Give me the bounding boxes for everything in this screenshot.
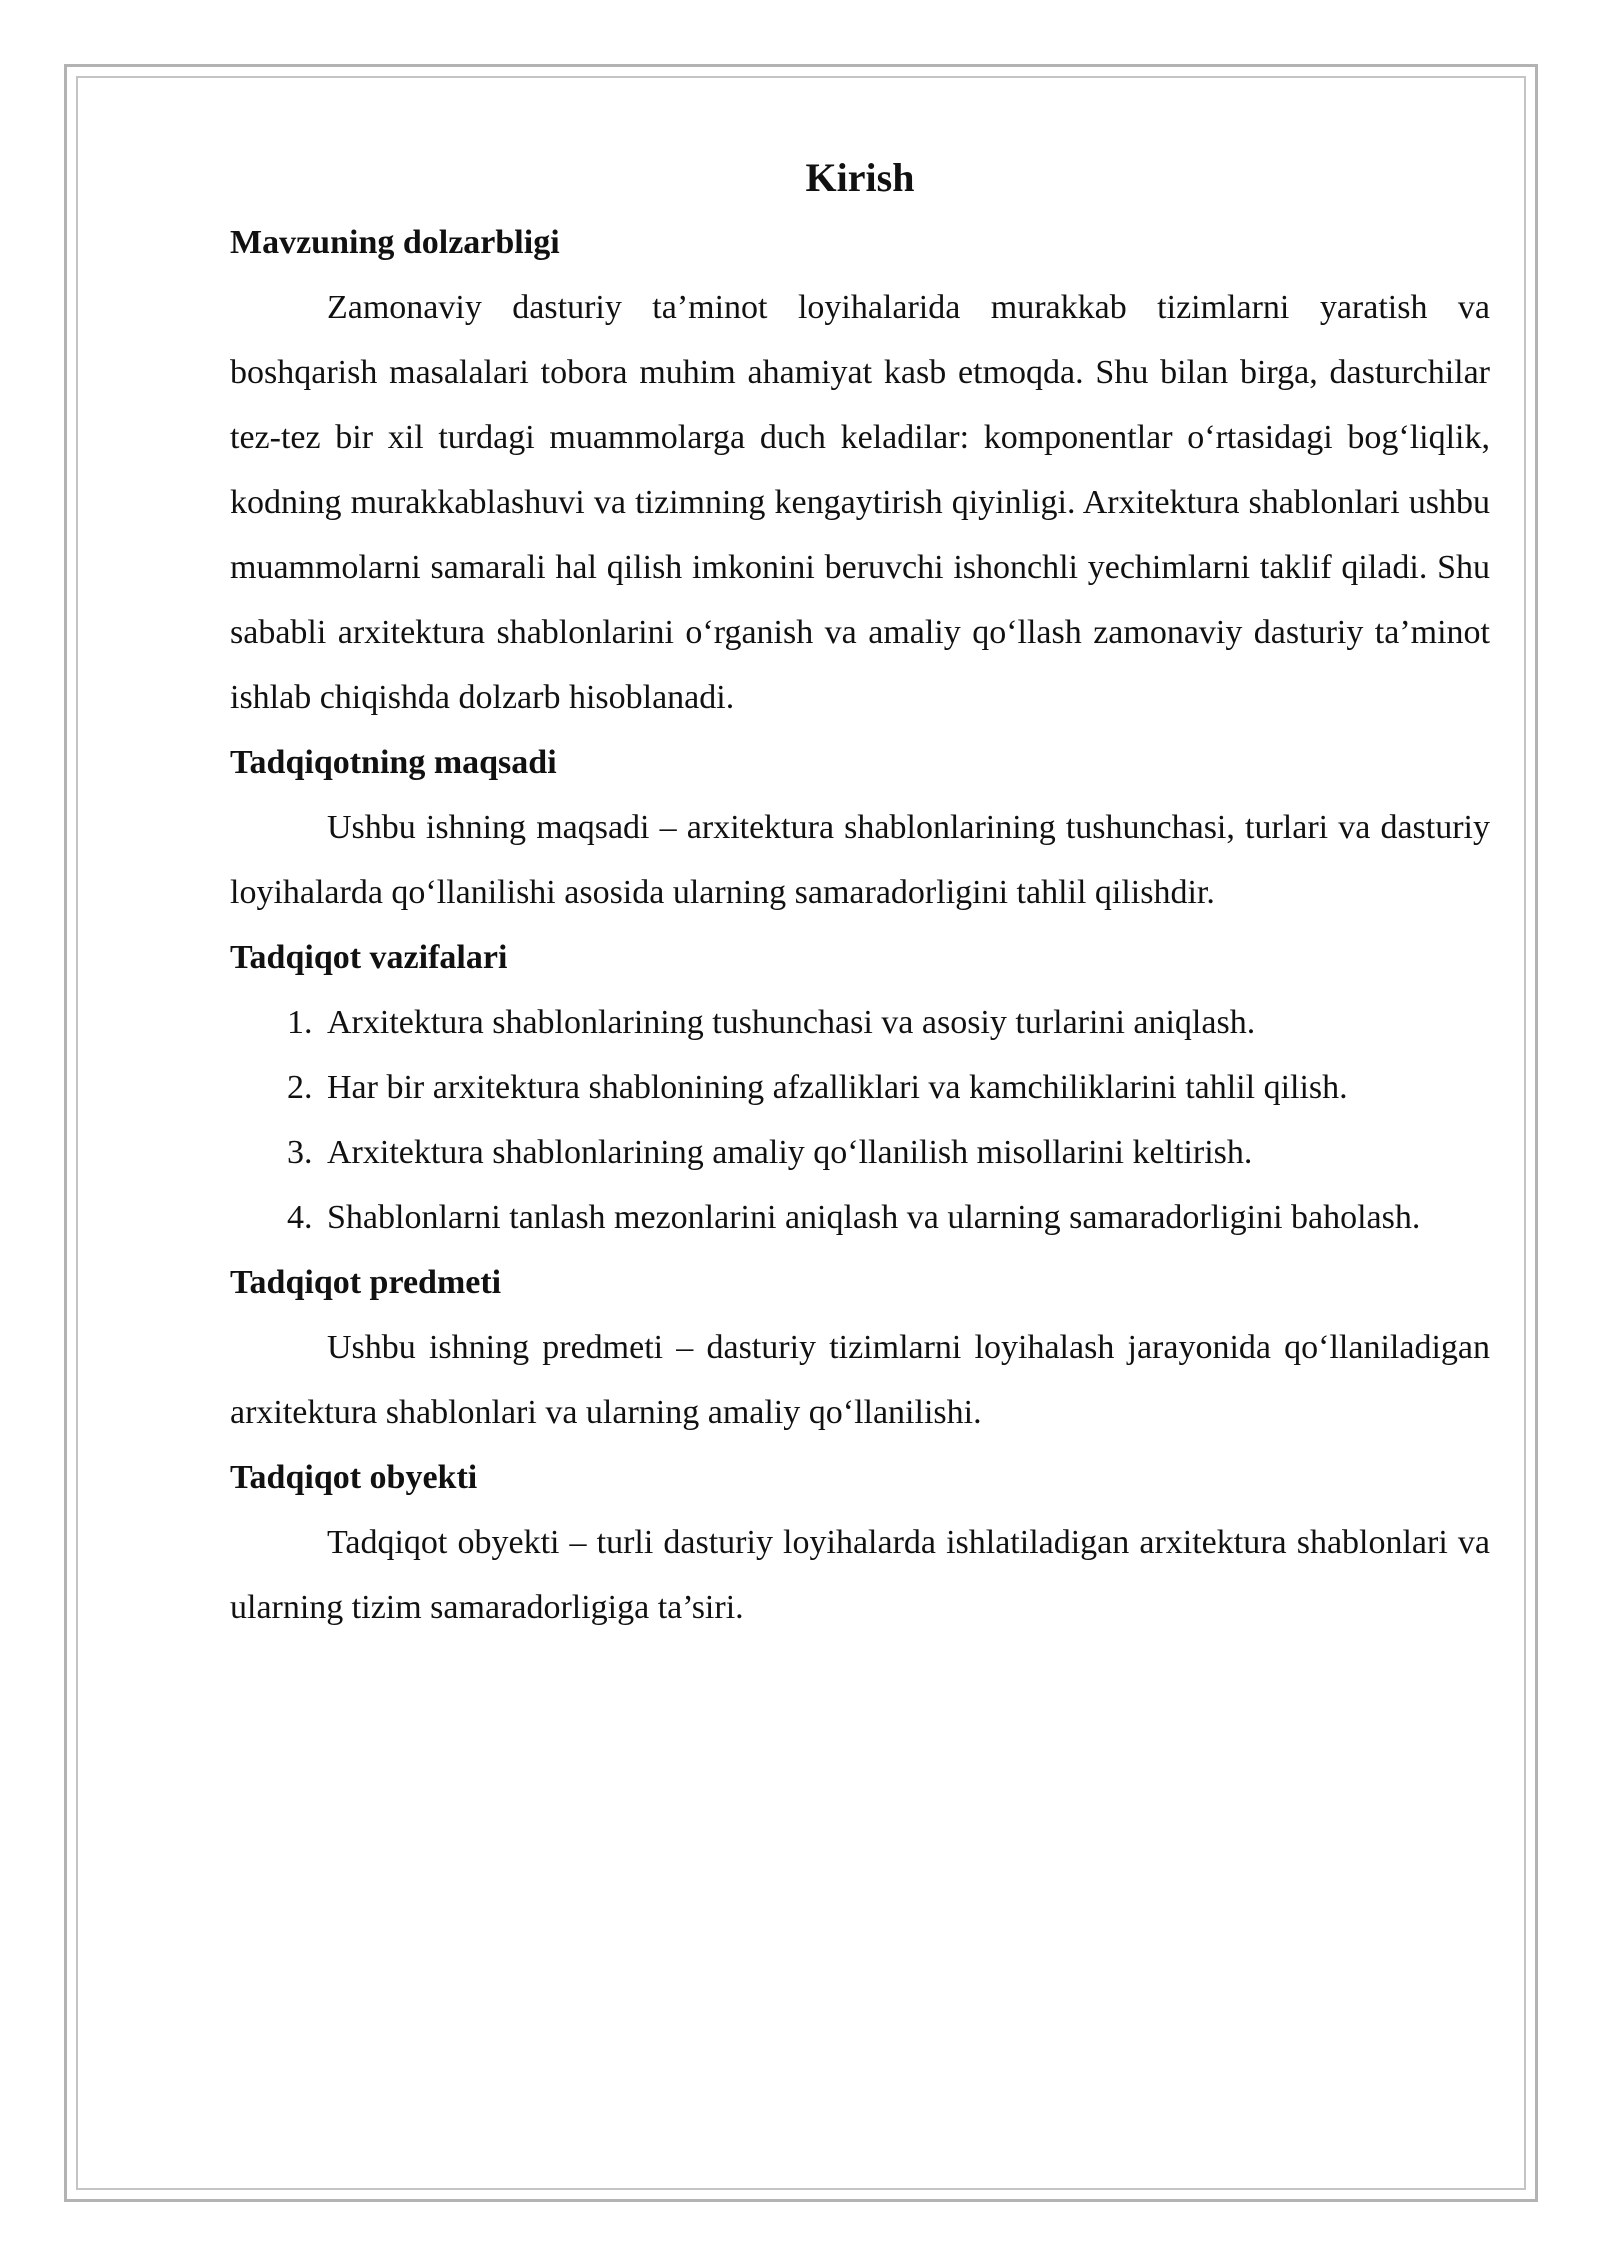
- paragraph-relevance: Zamonaviy dasturiy ta’minot loyihalarida murakkab tizimlarni yaratish va boshqarish masalalari tobora muhim ahamiyat kasb etmoqda. Shu bilan birga, dasturchilar tez-tez bir xil turdagi muammolarga duch keladilar: komponentlar o‘rtasidagi bog‘liqlik, kodning murakkablashuvi va tizimning kengaytirish qiyinligi. Arxitektura shablonlari ushbu muammolarni samarali hal qilish imkonini beruvchi ishonchli yechimlarni taklif qiladi. Shu sababli arxitektura shablonlarini o‘rganish va amaliy qo‘llash zamonaviy dasturiy ta’minot ishlab chiqishda dolzarb hisoblanadi.: [230, 289, 1490, 716]
- heading-tasks: Tadqiqot vazifalari: [230, 939, 508, 976]
- heading-subject: Tadqiqot predmeti: [230, 1264, 502, 1301]
- list-item: [230, 1055, 1490, 1120]
- task-list: [230, 990, 1490, 1250]
- list-item-number: 2.: [287, 1069, 313, 1106]
- paragraph-object: Tadqiqot obyekti – turli dasturiy loyihalarda ishlatiladigan arxitektura shablonlari va ularning tizim samaradorligiga ta’siri.: [230, 1524, 1490, 1626]
- page-title: Kirish: [805, 155, 915, 200]
- list-item: [230, 1185, 1490, 1250]
- list-item: [230, 1120, 1490, 1185]
- list-item: [230, 990, 1490, 1055]
- paragraph-subject: Ushbu ishning predmeti – dasturiy tizimlarni loyihalash jarayonida qo‘llaniladigan arxitektura shablonlari va ularning amaliy qo‘llanilishi.: [230, 1329, 1490, 1431]
- paragraph-goal: Ushbu ishning maqsadi – arxitektura shablonlarining tushunchasi, turlari va dasturiy loyihalarda qo‘llanilishi asosida ularning samaradorligini tahlil qilishdir.: [230, 809, 1490, 911]
- heading-object: Tadqiqot obyekti: [230, 1459, 478, 1496]
- heading-relevance: Mavzuning dolzarbligi: [230, 224, 560, 261]
- list-item-number: 4.: [287, 1199, 313, 1236]
- list-item-number: 3.: [287, 1134, 313, 1171]
- heading-goal: Tadqiqotning maqsadi: [230, 744, 557, 781]
- document-body: [230, 150, 1490, 1640]
- list-item-text: Har bir arxitektura shablonining afzalliklari va kamchiliklarini tahlil qilish.: [327, 1069, 1348, 1106]
- list-item-number: 1.: [287, 1004, 313, 1041]
- list-item-text: Arxitektura shablonlarining tushunchasi va asosiy turlarini aniqlash.: [327, 1004, 1256, 1041]
- list-item-text: Arxitektura shablonlarining amaliy qo‘llanilish misollarini keltirish.: [327, 1134, 1253, 1171]
- list-item-text: Shablonlarni tanlash mezonlarini aniqlash va ularning samaradorligini baholash.: [327, 1199, 1421, 1236]
